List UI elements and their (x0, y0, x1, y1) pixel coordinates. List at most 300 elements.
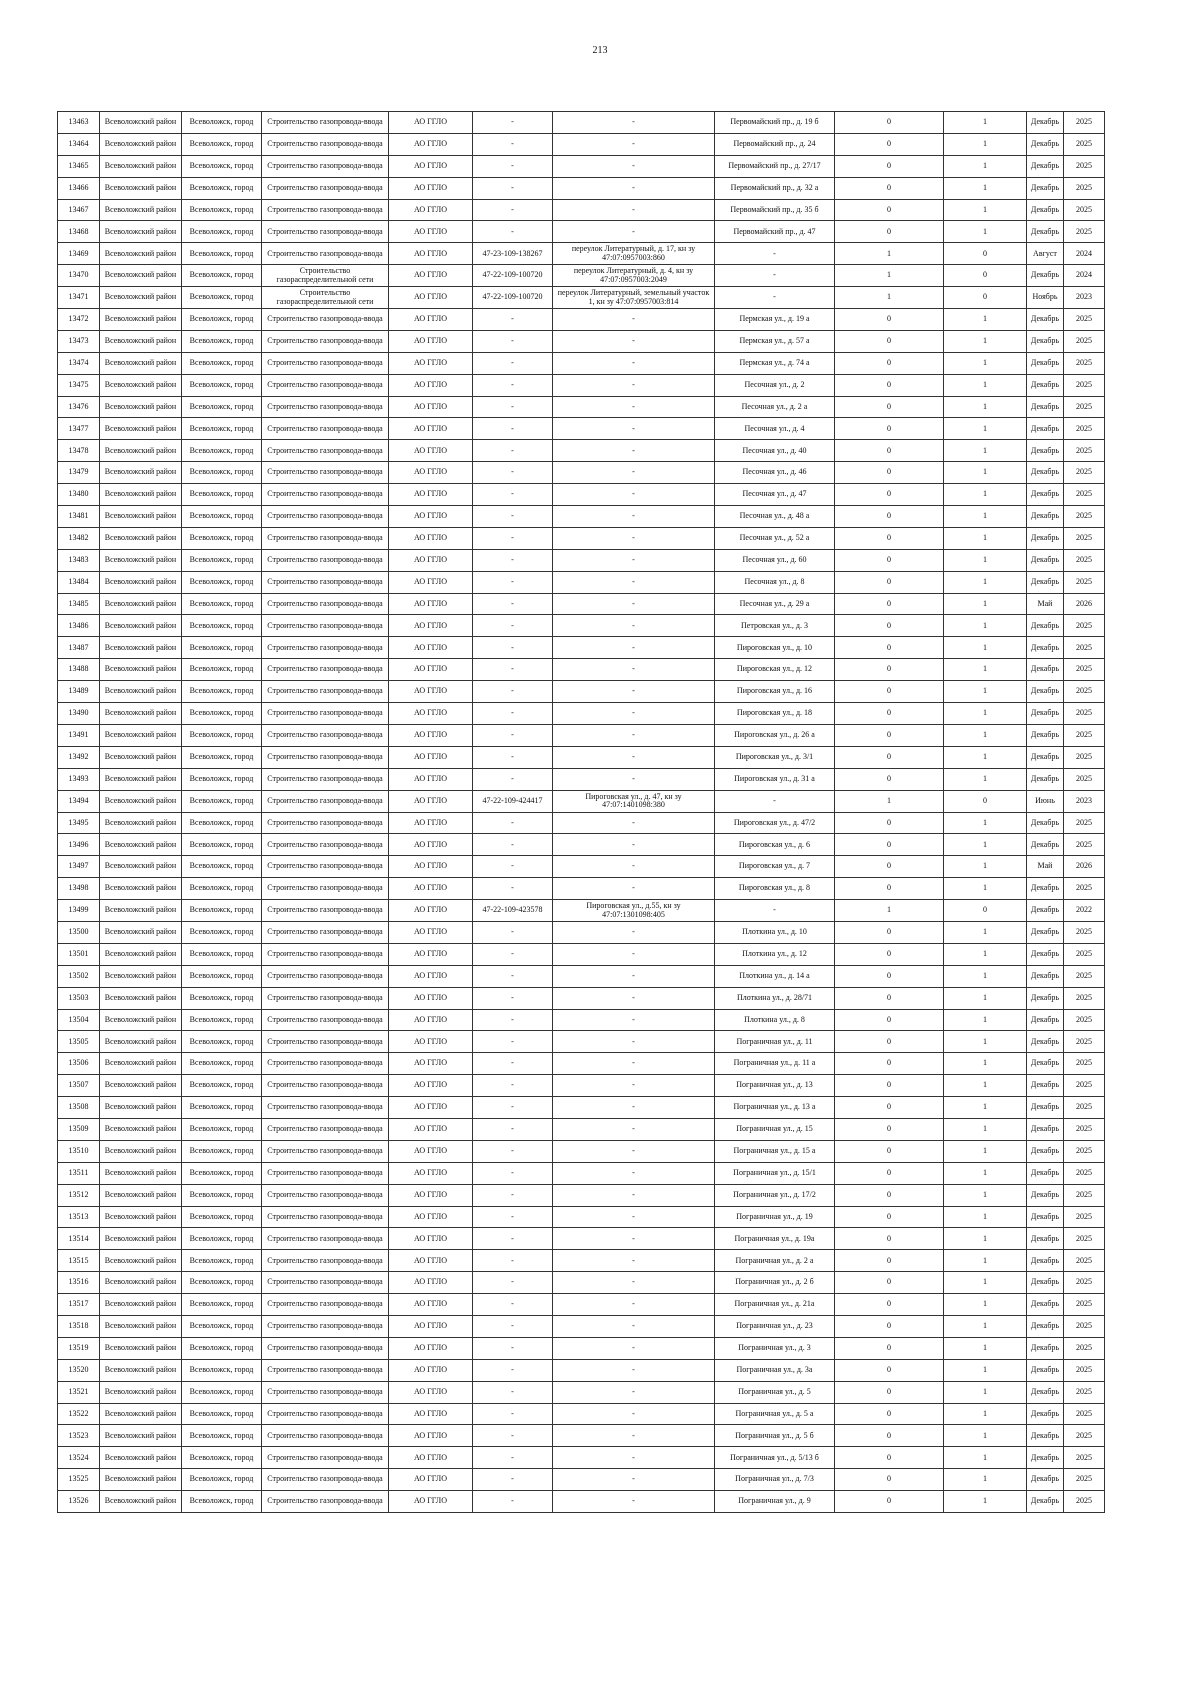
month-cell: Декабрь (1027, 1403, 1064, 1425)
row-number-cell: 13496 (58, 834, 100, 856)
permit-code-cell: - (473, 440, 553, 462)
table-row (58, 1359, 1105, 1381)
row-number-cell: 13494 (58, 790, 100, 812)
district-cell: Всеволожский район (100, 155, 182, 177)
permit-code-cell: - (473, 221, 553, 243)
year-cell: 2025 (1064, 1184, 1105, 1206)
month-cell: Декабрь (1027, 681, 1064, 703)
value-a-cell: 0 (835, 637, 944, 659)
year-cell: 2025 (1064, 374, 1105, 396)
parcel-cell: Пироговская ул., д. 47, кн зу 47:07:1401098:380 (553, 790, 715, 812)
organization-cell: АО ГГЛО (389, 265, 473, 287)
permit-code-cell: - (473, 1009, 553, 1031)
value-a-cell: 0 (835, 1294, 944, 1316)
address-cell: Пограничная ул., д. 19 (715, 1206, 835, 1228)
district-cell: Всеволожский район (100, 1097, 182, 1119)
row-number-cell: 13520 (58, 1359, 100, 1381)
permit-code-cell: - (473, 921, 553, 943)
year-cell: 2025 (1064, 309, 1105, 331)
value-b-cell: 1 (944, 878, 1027, 900)
value-a-cell: 0 (835, 921, 944, 943)
value-b-cell: 1 (944, 1053, 1027, 1075)
address-cell: Пограничная ул., д. 15 (715, 1118, 835, 1140)
value-a-cell: 0 (835, 1009, 944, 1031)
address-cell: Пограничная ул., д. 21а (715, 1294, 835, 1316)
row-number-cell: 13516 (58, 1272, 100, 1294)
district-cell: Всеволожский район (100, 1031, 182, 1053)
work-type-cell: Строительство газопровода-ввода (262, 615, 389, 637)
work-type-cell: Строительство газопровода-ввода (262, 1009, 389, 1031)
parcel-cell: - (553, 746, 715, 768)
organization-cell: АО ГГЛО (389, 703, 473, 725)
value-a-cell: 0 (835, 221, 944, 243)
locality-cell: Всеволожск, город (182, 484, 262, 506)
locality-cell: Всеволожск, город (182, 1381, 262, 1403)
locality-cell: Всеволожск, город (182, 133, 262, 155)
value-a-cell: 1 (835, 243, 944, 265)
year-cell: 2025 (1064, 834, 1105, 856)
month-cell: Декабрь (1027, 1228, 1064, 1250)
value-b-cell: 1 (944, 418, 1027, 440)
district-cell: Всеволожский район (100, 462, 182, 484)
parcel-cell: - (553, 330, 715, 352)
address-cell: - (715, 900, 835, 922)
locality-cell: Всеволожск, город (182, 878, 262, 900)
district-cell: Всеволожский район (100, 659, 182, 681)
parcel-cell: - (553, 987, 715, 1009)
locality-cell: Всеволожск, город (182, 1337, 262, 1359)
district-cell: Всеволожский район (100, 637, 182, 659)
year-cell: 2025 (1064, 1031, 1105, 1053)
year-cell: 2024 (1064, 243, 1105, 265)
district-cell: Всеволожский район (100, 943, 182, 965)
table-row (58, 746, 1105, 768)
month-cell: Декабрь (1027, 155, 1064, 177)
table-row (58, 878, 1105, 900)
locality-cell: Всеволожск, город (182, 265, 262, 287)
value-b-cell: 1 (944, 1031, 1027, 1053)
locality-cell: Всеволожск, город (182, 330, 262, 352)
value-a-cell: 0 (835, 571, 944, 593)
value-a-cell: 0 (835, 418, 944, 440)
work-type-cell: Строительство газопровода-ввода (262, 834, 389, 856)
district-cell: Всеволожский район (100, 265, 182, 287)
permit-code-cell: - (473, 309, 553, 331)
organization-cell: АО ГГЛО (389, 462, 473, 484)
district-cell: Всеволожский район (100, 243, 182, 265)
permit-code-cell: - (473, 724, 553, 746)
value-b-cell: 1 (944, 1491, 1027, 1513)
locality-cell: Всеволожск, город (182, 1359, 262, 1381)
district-cell: Всеволожский район (100, 834, 182, 856)
permit-code-cell: 47-22-109-423578 (473, 900, 553, 922)
permit-code-cell: - (473, 1381, 553, 1403)
district-cell: Всеволожский район (100, 812, 182, 834)
address-cell: Песочная ул., д. 60 (715, 549, 835, 571)
parcel-cell: - (553, 856, 715, 878)
organization-cell: АО ГГЛО (389, 1272, 473, 1294)
row-number-cell: 13474 (58, 352, 100, 374)
row-number-cell: 13524 (58, 1447, 100, 1469)
row-number-cell: 13497 (58, 856, 100, 878)
value-a-cell: 0 (835, 1162, 944, 1184)
value-a-cell: 0 (835, 199, 944, 221)
parcel-cell: Пироговская ул., д.55, кн зу 47:07:1301098:405 (553, 900, 715, 922)
parcel-cell: - (553, 878, 715, 900)
organization-cell: АО ГГЛО (389, 1031, 473, 1053)
value-b-cell: 1 (944, 1315, 1027, 1337)
work-type-cell: Строительство газопровода-ввода (262, 440, 389, 462)
organization-cell: АО ГГЛО (389, 1162, 473, 1184)
organization-cell: АО ГГЛО (389, 1097, 473, 1119)
table-row (58, 1228, 1105, 1250)
locality-cell: Всеволожск, город (182, 724, 262, 746)
parcel-cell: - (553, 1337, 715, 1359)
address-cell: Пироговская ул., д. 7 (715, 856, 835, 878)
value-a-cell: 0 (835, 462, 944, 484)
table-row (58, 1250, 1105, 1272)
address-cell: Пограничная ул., д. 5 а (715, 1403, 835, 1425)
parcel-cell: - (553, 1272, 715, 1294)
month-cell: Декабрь (1027, 177, 1064, 199)
month-cell: Май (1027, 593, 1064, 615)
locality-cell: Всеволожск, город (182, 418, 262, 440)
district-cell: Всеволожский район (100, 615, 182, 637)
year-cell: 2025 (1064, 1425, 1105, 1447)
row-number-cell: 13508 (58, 1097, 100, 1119)
organization-cell: АО ГГЛО (389, 1337, 473, 1359)
parcel-cell: - (553, 462, 715, 484)
locality-cell: Всеволожск, город (182, 1403, 262, 1425)
row-number-cell: 13525 (58, 1469, 100, 1491)
value-a-cell: 0 (835, 1425, 944, 1447)
organization-cell: АО ГГЛО (389, 659, 473, 681)
value-a-cell: 0 (835, 1337, 944, 1359)
value-b-cell: 1 (944, 1228, 1027, 1250)
district-cell: Всеволожский район (100, 900, 182, 922)
parcel-cell: - (553, 1359, 715, 1381)
value-a-cell: 0 (835, 1403, 944, 1425)
year-cell: 2025 (1064, 1403, 1105, 1425)
organization-cell: АО ГГЛО (389, 812, 473, 834)
row-number-cell: 13519 (58, 1337, 100, 1359)
value-b-cell: 1 (944, 1381, 1027, 1403)
district-cell: Всеволожский район (100, 352, 182, 374)
month-cell: Декабрь (1027, 440, 1064, 462)
parcel-cell: - (553, 571, 715, 593)
value-a-cell: 0 (835, 834, 944, 856)
work-type-cell: Строительство газопровода-ввода (262, 484, 389, 506)
district-cell: Всеволожский район (100, 1403, 182, 1425)
row-number-cell: 13522 (58, 1403, 100, 1425)
district-cell: Всеволожский район (100, 724, 182, 746)
value-b-cell: 1 (944, 1425, 1027, 1447)
year-cell: 2025 (1064, 1359, 1105, 1381)
organization-cell: АО ГГЛО (389, 287, 473, 309)
value-b-cell: 1 (944, 462, 1027, 484)
year-cell: 2025 (1064, 133, 1105, 155)
work-type-cell: Строительство газопровода-ввода (262, 112, 389, 134)
work-type-cell: Строительство газопровода-ввода (262, 1359, 389, 1381)
address-cell: Пироговская ул., д. 6 (715, 834, 835, 856)
district-cell: Всеволожский район (100, 133, 182, 155)
permit-code-cell: - (473, 549, 553, 571)
value-a-cell: 0 (835, 112, 944, 134)
value-a-cell: 0 (835, 1469, 944, 1491)
table-row (58, 1118, 1105, 1140)
row-number-cell: 13504 (58, 1009, 100, 1031)
permit-code-cell: - (473, 834, 553, 856)
value-b-cell: 1 (944, 593, 1027, 615)
district-cell: Всеволожский район (100, 1272, 182, 1294)
district-cell: Всеволожский район (100, 1228, 182, 1250)
table-row (58, 374, 1105, 396)
table-row (58, 1206, 1105, 1228)
month-cell: Декабрь (1027, 112, 1064, 134)
parcel-cell: - (553, 155, 715, 177)
year-cell: 2025 (1064, 506, 1105, 528)
year-cell: 2025 (1064, 418, 1105, 440)
year-cell: 2025 (1064, 527, 1105, 549)
row-number-cell: 13513 (58, 1206, 100, 1228)
parcel-cell: - (553, 1250, 715, 1272)
value-a-cell: 1 (835, 265, 944, 287)
month-cell: Декабрь (1027, 1425, 1064, 1447)
value-b-cell: 1 (944, 1359, 1027, 1381)
table-row (58, 1447, 1105, 1469)
address-cell: Песочная ул., д. 40 (715, 440, 835, 462)
work-type-cell: Строительство газопровода-ввода (262, 1075, 389, 1097)
address-cell: Пироговская ул., д. 10 (715, 637, 835, 659)
value-a-cell: 0 (835, 768, 944, 790)
organization-cell: АО ГГЛО (389, 571, 473, 593)
value-b-cell: 1 (944, 571, 1027, 593)
address-cell: Плоткина ул., д. 8 (715, 1009, 835, 1031)
year-cell: 2025 (1064, 615, 1105, 637)
value-a-cell: 0 (835, 330, 944, 352)
locality-cell: Всеволожск, город (182, 965, 262, 987)
table-row (58, 637, 1105, 659)
organization-cell: АО ГГЛО (389, 1315, 473, 1337)
permit-code-cell: - (473, 1184, 553, 1206)
table-row (58, 965, 1105, 987)
value-a-cell: 0 (835, 506, 944, 528)
work-type-cell: Строительство газопровода-ввода (262, 506, 389, 528)
table-row (58, 1031, 1105, 1053)
value-b-cell: 1 (944, 659, 1027, 681)
organization-cell: АО ГГЛО (389, 1294, 473, 1316)
value-b-cell: 1 (944, 746, 1027, 768)
year-cell: 2025 (1064, 1294, 1105, 1316)
work-type-cell: Строительство газопровода-ввода (262, 965, 389, 987)
permit-code-cell: - (473, 1075, 553, 1097)
table-row (58, 199, 1105, 221)
permit-code-cell: - (473, 1162, 553, 1184)
work-type-cell: Строительство газопровода-ввода (262, 330, 389, 352)
table-row (58, 1315, 1105, 1337)
month-cell: Декабрь (1027, 1206, 1064, 1228)
table-body (58, 112, 1105, 1513)
permit-code-cell: - (473, 1228, 553, 1250)
value-b-cell: 1 (944, 812, 1027, 834)
row-number-cell: 13487 (58, 637, 100, 659)
permit-code-cell: - (473, 681, 553, 703)
locality-cell: Всеволожск, город (182, 199, 262, 221)
row-number-cell: 13478 (58, 440, 100, 462)
row-number-cell: 13472 (58, 309, 100, 331)
row-number-cell: 13467 (58, 199, 100, 221)
locality-cell: Всеволожск, город (182, 593, 262, 615)
parcel-cell: - (553, 724, 715, 746)
value-a-cell: 0 (835, 1118, 944, 1140)
value-a-cell: 0 (835, 1031, 944, 1053)
permit-code-cell: - (473, 1031, 553, 1053)
organization-cell: АО ГГЛО (389, 352, 473, 374)
value-b-cell: 1 (944, 484, 1027, 506)
work-type-cell: Строительство газопровода-ввода (262, 133, 389, 155)
month-cell: Декабрь (1027, 659, 1064, 681)
permit-code-cell: - (473, 199, 553, 221)
permit-code-cell: - (473, 593, 553, 615)
permit-code-cell: - (473, 352, 553, 374)
district-cell: Всеволожский район (100, 1009, 182, 1031)
district-cell: Всеволожский район (100, 396, 182, 418)
value-b-cell: 1 (944, 724, 1027, 746)
organization-cell: АО ГГЛО (389, 1118, 473, 1140)
year-cell: 2025 (1064, 330, 1105, 352)
district-cell: Всеволожский район (100, 921, 182, 943)
parcel-cell: - (553, 1447, 715, 1469)
month-cell: Декабрь (1027, 418, 1064, 440)
row-number-cell: 13499 (58, 900, 100, 922)
value-b-cell: 1 (944, 549, 1027, 571)
parcel-cell: - (553, 549, 715, 571)
district-cell: Всеволожский район (100, 790, 182, 812)
locality-cell: Всеволожск, город (182, 462, 262, 484)
permit-code-cell: - (473, 1294, 553, 1316)
address-cell: Песочная ул., д. 4 (715, 418, 835, 440)
value-b-cell: 1 (944, 1272, 1027, 1294)
month-cell: Декабрь (1027, 615, 1064, 637)
district-cell: Всеволожский район (100, 1294, 182, 1316)
address-cell: Пироговская ул., д. 16 (715, 681, 835, 703)
value-a-cell: 1 (835, 287, 944, 309)
permit-code-cell: - (473, 155, 553, 177)
work-type-cell: Строительство газопровода-ввода (262, 790, 389, 812)
value-b-cell: 0 (944, 790, 1027, 812)
parcel-cell: - (553, 1491, 715, 1513)
organization-cell: АО ГГЛО (389, 199, 473, 221)
month-cell: Декабрь (1027, 965, 1064, 987)
work-type-cell: Строительство газопровода-ввода (262, 549, 389, 571)
locality-cell: Всеволожск, город (182, 921, 262, 943)
row-number-cell: 13464 (58, 133, 100, 155)
work-type-cell: Строительство газопровода-ввода (262, 1491, 389, 1513)
locality-cell: Всеволожск, город (182, 746, 262, 768)
district-cell: Всеволожский район (100, 1359, 182, 1381)
year-cell: 2025 (1064, 440, 1105, 462)
work-type-cell: Строительство газопровода-ввода (262, 352, 389, 374)
permit-code-cell: - (473, 506, 553, 528)
permit-code-cell: - (473, 703, 553, 725)
locality-cell: Всеволожск, город (182, 440, 262, 462)
work-type-cell: Строительство газопровода-ввода (262, 571, 389, 593)
value-a-cell: 0 (835, 681, 944, 703)
permit-code-cell: - (473, 615, 553, 637)
year-cell: 2025 (1064, 1228, 1105, 1250)
row-number-cell: 13500 (58, 921, 100, 943)
organization-cell: АО ГГЛО (389, 1228, 473, 1250)
parcel-cell: - (553, 659, 715, 681)
year-cell: 2025 (1064, 637, 1105, 659)
row-number-cell: 13506 (58, 1053, 100, 1075)
value-a-cell: 0 (835, 440, 944, 462)
row-number-cell: 13492 (58, 746, 100, 768)
address-cell: - (715, 287, 835, 309)
organization-cell: АО ГГЛО (389, 1447, 473, 1469)
row-number-cell: 13507 (58, 1075, 100, 1097)
value-a-cell: 1 (835, 790, 944, 812)
permit-code-cell: - (473, 1315, 553, 1337)
row-number-cell: 13526 (58, 1491, 100, 1513)
parcel-cell: - (553, 133, 715, 155)
table-row (58, 681, 1105, 703)
permit-code-cell: - (473, 856, 553, 878)
organization-cell: АО ГГЛО (389, 768, 473, 790)
parcel-cell: переулок Литературный, д. 4, кн зу 47:07:0957003:2049 (553, 265, 715, 287)
parcel-cell: - (553, 943, 715, 965)
permit-code-cell: - (473, 571, 553, 593)
parcel-cell: - (553, 637, 715, 659)
locality-cell: Всеволожск, город (182, 309, 262, 331)
year-cell: 2025 (1064, 812, 1105, 834)
district-cell: Всеволожский район (100, 571, 182, 593)
table-row (58, 1294, 1105, 1316)
work-type-cell: Строительство газопровода-ввода (262, 724, 389, 746)
locality-cell: Всеволожск, город (182, 1491, 262, 1513)
table-row (58, 484, 1105, 506)
table-row (58, 1491, 1105, 1513)
organization-cell: АО ГГЛО (389, 900, 473, 922)
value-a-cell: 0 (835, 1272, 944, 1294)
year-cell: 2025 (1064, 1469, 1105, 1491)
locality-cell: Всеволожск, город (182, 703, 262, 725)
work-type-cell: Строительство газопровода-ввода (262, 878, 389, 900)
address-cell: Пироговская ул., д. 26 а (715, 724, 835, 746)
parcel-cell: - (553, 1315, 715, 1337)
organization-cell: АО ГГЛО (389, 440, 473, 462)
month-cell: Май (1027, 856, 1064, 878)
locality-cell: Всеволожск, город (182, 177, 262, 199)
value-b-cell: 1 (944, 374, 1027, 396)
parcel-cell: - (553, 221, 715, 243)
year-cell: 2025 (1064, 155, 1105, 177)
organization-cell: АО ГГЛО (389, 943, 473, 965)
table-row (58, 396, 1105, 418)
work-type-cell: Строительство газопровода-ввода (262, 177, 389, 199)
work-type-cell: Строительство газопровода-ввода (262, 1162, 389, 1184)
district-cell: Всеволожский район (100, 593, 182, 615)
work-type-cell: Строительство газопровода-ввода (262, 593, 389, 615)
address-cell: Пермская ул., д. 57 а (715, 330, 835, 352)
table-row (58, 1053, 1105, 1075)
row-number-cell: 13469 (58, 243, 100, 265)
work-type-cell: Строительство газопровода-ввода (262, 1272, 389, 1294)
work-type-cell: Строительство газопровода-ввода (262, 703, 389, 725)
district-cell: Всеволожский район (100, 221, 182, 243)
row-number-cell: 13481 (58, 506, 100, 528)
organization-cell: АО ГГЛО (389, 1206, 473, 1228)
